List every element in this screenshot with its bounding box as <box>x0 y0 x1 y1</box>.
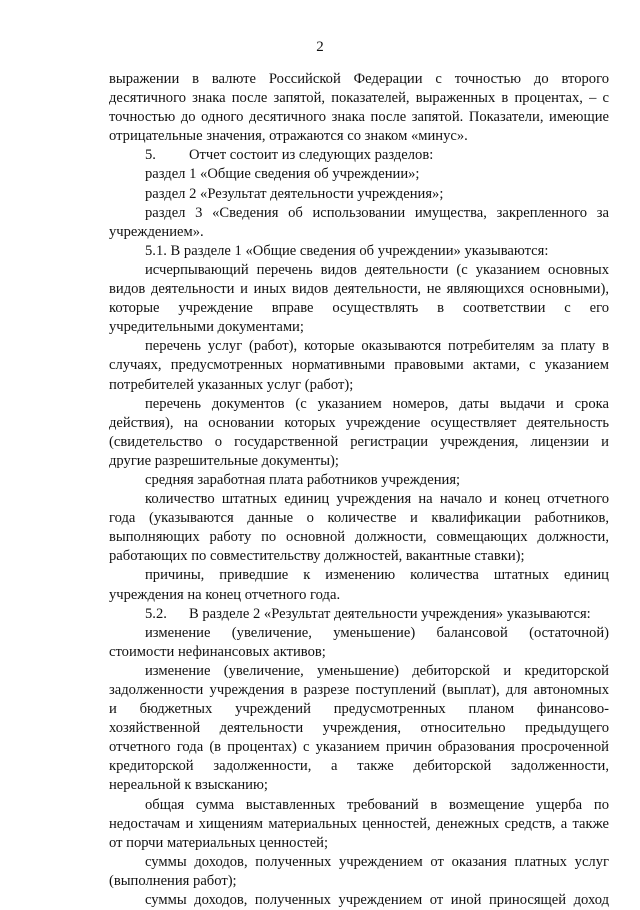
text-line: и бюджетных учреждений предусмотренных планом финансово- <box>109 701 609 718</box>
text-line: десятичного знака после запятой, показателей, выраженных в процентах, – с <box>109 90 609 107</box>
text-line: потребителей указанных услуг (работ); <box>109 376 354 393</box>
text-line: перечень документов (с указанием номеров, даты выдачи и срока <box>145 395 609 412</box>
text-line: изменение (увеличение, уменьшение) балансовой (остаточной) <box>145 624 609 641</box>
text-line: учредительными документами; <box>109 319 304 336</box>
text-line: от порчи материальных ценностей; <box>109 834 329 851</box>
text-line: учреждения на конец отчетного года. <box>109 586 341 603</box>
text-line: нереальной к взысканию; <box>109 777 268 794</box>
text-line: отчетного года (в процентах) с указанием причин образования просроченной <box>109 739 609 756</box>
text-line: стоимости нефинансовых активов; <box>109 643 326 660</box>
text-line <box>109 605 609 624</box>
text-line: хозяйственной деятельности учреждения, относительно предыдущего <box>109 720 609 737</box>
text-line: выполняющих работу по основной должности, совмещающих должности, <box>109 529 609 546</box>
page-number: 2 <box>316 39 324 55</box>
text-line: суммы доходов, полученных учреждением от иной приносящей доход <box>145 892 609 909</box>
text-line: работающих по совместительству должностей, вакантные ставки); <box>109 548 525 565</box>
text-line <box>109 146 609 165</box>
text-line: года (указываются данные о количестве и квалификации работников, <box>109 510 609 527</box>
text-line: раздел 2 «Результат деятельности учреждения»; <box>145 185 444 202</box>
text-line: общая сумма выставленных требований в возмещение ущерба по <box>145 796 609 813</box>
text-line: 5.1. В разделе 1 «Общие сведения об учреждении» указываются: <box>145 242 549 259</box>
text-line: случаях, предусмотренных нормативными правовыми актами, с указанием <box>109 357 609 374</box>
text-line: которые учреждение вправе осуществлять в соответствии с его <box>109 300 609 317</box>
text-line: отрицательные значения, отражаются со знаком «минус». <box>109 128 468 145</box>
text-line: перечень услуг (работ), которые оказываются потребителям за плату в <box>145 338 609 355</box>
text-line: (свидетельство о государственной регистрации учреждения, лицензии и <box>109 433 609 450</box>
text-line: средняя заработная плата работников учреждения; <box>145 471 461 488</box>
text-line: учреждением». <box>109 223 204 240</box>
text-line: причины, приведшие к изменению количества штатных единиц <box>145 567 609 584</box>
text-line: выражении в валюте Российской Федерации с точностью до второго <box>109 71 609 87</box>
text-line: задолженности учреждения в разрезе поступлений (выплат), для автономных <box>109 682 609 698</box>
text-line: исчерпывающий перечень видов деятельности (с указанием основных <box>145 261 609 278</box>
text-line: точностью до одного десятичного знака после запятой. Показатели, имеющие <box>109 109 609 126</box>
text-line: раздел 3 «Сведения об использовании имущества, закрепленного за <box>145 204 609 221</box>
text-line: суммы доходов, полученных учреждением от оказания платных услуг <box>145 853 609 870</box>
text-line: видов деятельности и иных видов деятельности, не являющихся основными), <box>109 281 609 298</box>
text-line: другие разрешительные документы); <box>109 452 339 469</box>
text-line: кредиторской задолженности, а также дебиторской задолженности, <box>109 758 609 775</box>
text-line: недостачам и хищениям материальных ценностей, денежных средств, а также <box>109 815 609 832</box>
text-line: раздел 1 «Общие сведения об учреждении»; <box>145 166 420 183</box>
line-text: Отчет состоит из следующих разделов: <box>189 147 434 164</box>
line-text: В разделе 2 «Результат деятельности учреждения» указываются: <box>189 605 591 622</box>
document-body <box>109 70 609 910</box>
text-line: изменение (увеличение, уменьшение) дебиторской и кредиторской <box>145 662 609 679</box>
section-number: 5.2. <box>145 605 167 622</box>
text-line: действия), на основании которых учреждение осуществляет деятельность <box>109 414 609 431</box>
text-line: (выполнения работ); <box>109 872 237 889</box>
section-number: 5. <box>145 147 156 164</box>
text-line: количество штатных единиц учреждения на начало и конец отчетного <box>145 491 609 508</box>
